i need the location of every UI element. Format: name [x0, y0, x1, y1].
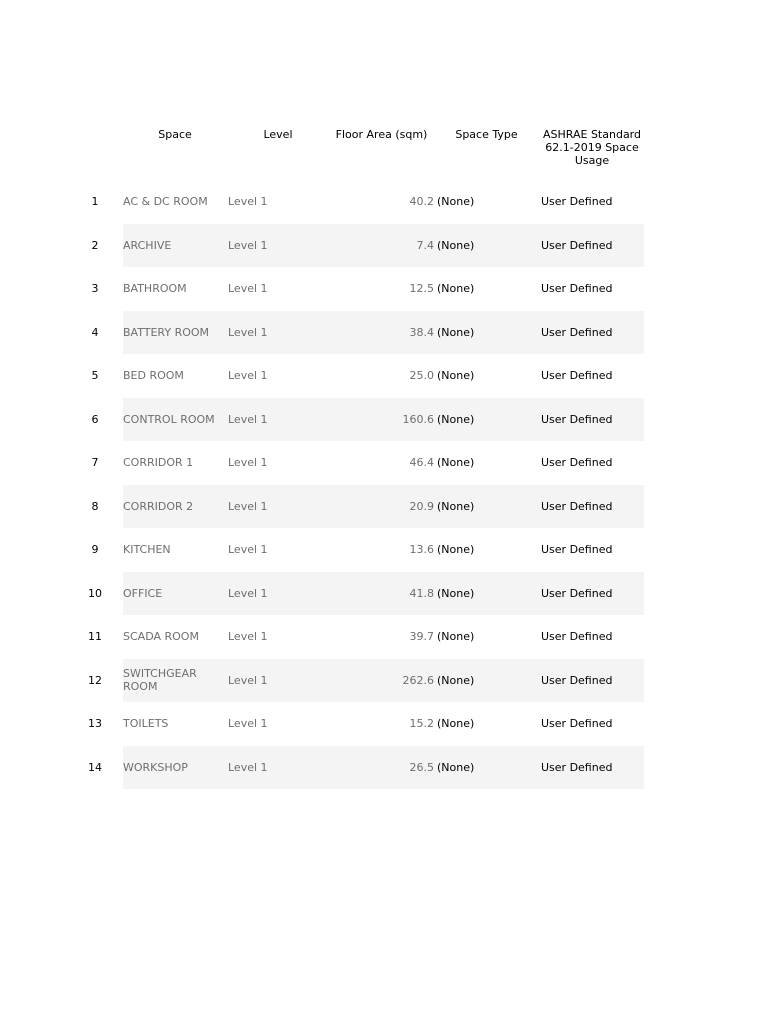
space-name-cell: CONTROL ROOM — [123, 412, 215, 426]
floor-area-cell: 46.4 — [409, 456, 434, 470]
row-number: 3 — [91, 282, 99, 296]
space-name-cell: ARCHIVE — [123, 238, 172, 252]
column-header-level[interactable]: Level — [263, 128, 293, 141]
space-name-cell: BATTERY ROOM — [123, 325, 210, 339]
row-number: 8 — [91, 499, 99, 513]
space-name-cell: BATHROOM — [123, 282, 187, 296]
level-cell: Level 1 — [228, 586, 268, 600]
ashrae-usage-cell: User Defined — [541, 499, 613, 513]
table-row[interactable] — [76, 224, 644, 268]
level-cell: Level 1 — [228, 499, 268, 513]
floor-area-cell: 25.0 — [409, 369, 434, 383]
space-type-cell: (None) — [437, 586, 475, 600]
floor-area-cell: 20.9 — [409, 499, 434, 513]
row-number: 12 — [88, 673, 102, 687]
space-type-cell: (None) — [437, 717, 475, 731]
ashrae-usage-cell: User Defined — [541, 630, 613, 644]
row-number: 10 — [88, 586, 102, 600]
row-number: 5 — [91, 369, 99, 383]
level-cell: Level 1 — [228, 543, 268, 557]
table-row[interactable] — [76, 572, 644, 616]
ashrae-usage-cell: User Defined — [541, 456, 613, 470]
row-number: 14 — [88, 760, 102, 774]
level-cell: Level 1 — [228, 325, 268, 339]
floor-area-cell: 13.6 — [409, 543, 434, 557]
space-name-cell: SCADA ROOM — [123, 630, 199, 644]
row-number: 11 — [88, 630, 102, 644]
space-type-cell: (None) — [437, 673, 475, 687]
ashrae-usage-cell: User Defined — [541, 543, 613, 557]
space-schedule-table — [76, 118, 644, 789]
ashrae-usage-cell: User Defined — [541, 412, 613, 426]
column-header-space-type[interactable]: Space Type — [455, 128, 518, 141]
row-number: 4 — [91, 325, 99, 339]
space-type-cell: (None) — [437, 499, 475, 513]
row-number: 6 — [91, 412, 99, 426]
floor-area-cell: 262.6 — [402, 673, 434, 687]
table-row[interactable] — [76, 485, 644, 529]
level-cell: Level 1 — [228, 282, 268, 296]
ashrae-usage-cell: User Defined — [541, 586, 613, 600]
level-cell: Level 1 — [228, 456, 268, 470]
space-name-cell: CORRIDOR 2 — [123, 499, 194, 513]
table-row[interactable] — [76, 615, 644, 659]
table-row[interactable] — [76, 659, 644, 703]
column-header-ashrae-space-usage[interactable]: ASHRAE Standard 62.1-2019 Space Usage — [543, 128, 641, 167]
space-type-cell: (None) — [437, 412, 475, 426]
level-cell: Level 1 — [228, 673, 268, 687]
space-name-cell: SWITCHGEAR ROOM — [123, 667, 197, 694]
table-row[interactable] — [76, 398, 644, 442]
floor-area-cell: 40.2 — [409, 195, 434, 209]
ashrae-usage-cell: User Defined — [541, 282, 613, 296]
space-type-cell: (None) — [437, 282, 475, 296]
ashrae-usage-cell: User Defined — [541, 717, 613, 731]
table-row[interactable] — [76, 311, 644, 355]
table-row[interactable] — [76, 746, 644, 790]
level-cell: Level 1 — [228, 717, 268, 731]
space-type-cell: (None) — [437, 456, 475, 470]
ashrae-usage-cell: User Defined — [541, 195, 613, 209]
floor-area-cell: 7.4 — [416, 238, 434, 252]
floor-area-cell: 12.5 — [409, 282, 434, 296]
floor-area-cell: 160.6 — [402, 412, 434, 426]
ashrae-usage-cell: User Defined — [541, 369, 613, 383]
ashrae-usage-cell: User Defined — [541, 673, 613, 687]
table-row[interactable] — [76, 528, 644, 572]
floor-area-cell: 38.4 — [409, 325, 434, 339]
space-type-cell: (None) — [437, 760, 475, 774]
table-row[interactable] — [76, 180, 644, 224]
table-header-row — [76, 118, 644, 180]
row-number: 9 — [91, 543, 99, 557]
table-body — [76, 180, 644, 789]
table-row[interactable] — [76, 702, 644, 746]
ashrae-usage-cell: User Defined — [541, 760, 613, 774]
level-cell: Level 1 — [228, 195, 268, 209]
floor-area-cell: 26.5 — [409, 760, 434, 774]
table-row[interactable] — [76, 267, 644, 311]
space-name-cell: OFFICE — [123, 586, 163, 600]
space-name-cell: KITCHEN — [123, 543, 171, 557]
space-type-cell: (None) — [437, 325, 475, 339]
ashrae-usage-cell: User Defined — [541, 325, 613, 339]
space-name-cell: BED ROOM — [123, 369, 184, 383]
ashrae-usage-cell: User Defined — [541, 238, 613, 252]
level-cell: Level 1 — [228, 369, 268, 383]
row-number: 13 — [88, 717, 102, 731]
space-type-cell: (None) — [437, 543, 475, 557]
level-cell: Level 1 — [228, 630, 268, 644]
column-header-floor-area[interactable]: Floor Area (sqm) — [335, 128, 428, 141]
row-number: 7 — [91, 456, 99, 470]
row-number: 2 — [91, 238, 99, 252]
table-row[interactable] — [76, 354, 644, 398]
space-name-cell: WORKSHOP — [123, 760, 188, 774]
floor-area-cell: 41.8 — [409, 586, 434, 600]
row-number: 1 — [91, 195, 99, 209]
space-type-cell: (None) — [437, 369, 475, 383]
space-type-cell: (None) — [437, 630, 475, 644]
level-cell: Level 1 — [228, 238, 268, 252]
column-header-space[interactable]: Space — [158, 128, 192, 141]
level-cell: Level 1 — [228, 760, 268, 774]
floor-area-cell: 15.2 — [409, 717, 434, 731]
space-name-cell: CORRIDOR 1 — [123, 456, 194, 470]
space-name-cell: AC & DC ROOM — [123, 195, 208, 209]
space-type-cell: (None) — [437, 238, 475, 252]
table-row[interactable] — [76, 441, 644, 485]
space-type-cell: (None) — [437, 195, 475, 209]
level-cell: Level 1 — [228, 412, 268, 426]
space-name-cell: TOILETS — [123, 717, 169, 731]
floor-area-cell: 39.7 — [409, 630, 434, 644]
